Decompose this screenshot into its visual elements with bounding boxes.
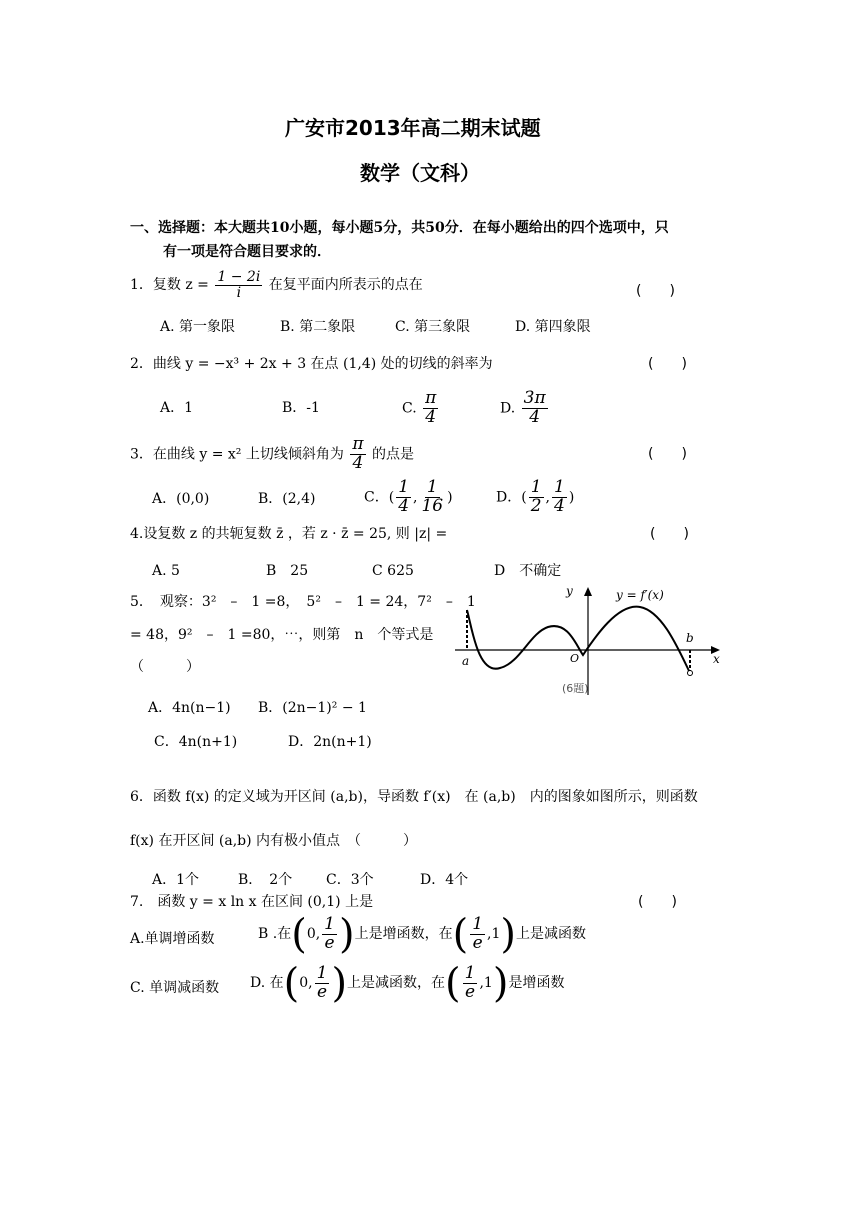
q3-c-frac2 xyxy=(419,479,445,516)
q7-b-post: 上是减函数 xyxy=(516,925,587,942)
derivative-graph xyxy=(450,583,740,703)
q7-b-int2-right: ,1 xyxy=(487,925,501,942)
q2-option-c-label: C. xyxy=(402,400,417,417)
q7-d-frac2-num: 1 xyxy=(464,963,476,983)
q3-prefix: 3．在曲线 y = x² 上切线倾斜角为 xyxy=(130,446,344,463)
q5-option-c: C．4n(n+1) xyxy=(154,734,238,750)
page-title: 广安市2013年高二期末试题 xyxy=(285,116,541,140)
q4-answer-blank[interactable]: ( ) xyxy=(650,526,689,542)
page-subtitle: 数学（文科） xyxy=(360,161,480,185)
q3-c-den1: 4 xyxy=(398,495,410,516)
q7-b-frac2 xyxy=(470,916,485,953)
q2-option-c xyxy=(402,390,440,427)
q3-d-den1: 2 xyxy=(530,495,542,516)
q7-b-int1-left: 0, xyxy=(306,925,321,942)
q7-d-frac2 xyxy=(463,965,478,1002)
q1-prefix: 1．复数 z = xyxy=(130,277,209,294)
q6-line2: f(x) 在开区间 (a,b) 内有极小值点 （ ） xyxy=(130,833,418,849)
q2-option-b: B．-1 xyxy=(282,400,320,416)
q3-option-c-label: C． xyxy=(364,489,389,506)
x-axis-label: x xyxy=(713,652,720,666)
q2-c-num: π xyxy=(425,388,437,408)
q1-option-c: C. 第三象限 xyxy=(395,319,471,335)
y-axis-label: y xyxy=(566,584,573,598)
q6-option-a: A．1个 xyxy=(152,872,200,888)
q3-c-num2: 1 xyxy=(426,477,438,497)
section-heading-line1: 一、选择题：本大题共10小题，每小题5分，共50分．在每小题给出的四个选项中，只 xyxy=(130,220,669,236)
q4-option-d: D 不确定 xyxy=(494,563,562,579)
q1-option-a: A. 第一象限 xyxy=(160,319,236,335)
q3-suffix: 的点是 xyxy=(371,446,414,463)
q1-suffix: 在复平面内所表示的点在 xyxy=(268,277,423,294)
q3-d-num2: 1 xyxy=(553,477,565,497)
b-label: b xyxy=(686,631,694,645)
q7-d-frac1-num: 1 xyxy=(316,963,328,983)
q1-option-b: B. 第二象限 xyxy=(280,319,356,335)
q2-d-num: 3π xyxy=(523,388,546,408)
q2-option-d-label: D. xyxy=(500,400,516,417)
q3-answer-blank[interactable]: ( ) xyxy=(648,446,687,462)
q5-answer-blank[interactable]: （ ） xyxy=(130,659,200,675)
q6-line1: 6．函数 f(x) 的定义域为开区间 (a,b)，导函数 f′(x) 在 (a,b) 内的图象如图所示，则函数 xyxy=(130,789,698,805)
q7-d-frac2-den: e xyxy=(465,981,476,1002)
q7-b-frac1-den: e xyxy=(324,932,335,953)
q1-option-d: D. 第四象限 xyxy=(515,319,591,335)
q2-d-den: 4 xyxy=(529,406,541,427)
q3-option-a: A．(0,0) xyxy=(152,491,210,507)
q7-b-frac2-num: 1 xyxy=(472,914,484,934)
q5-option-d: D．2n(n+1) xyxy=(288,734,372,750)
question-3 xyxy=(130,436,414,473)
q3-option-d: D．( $\frac{1}{2}$ , $\frac{1}{4}$ ) xyxy=(496,477,575,516)
q7-b-frac2-den: e xyxy=(472,932,483,953)
q7-option-c: C. 单调减函数 xyxy=(130,980,220,996)
q4-option-c: C 625 xyxy=(372,563,414,579)
y-axis-arrow xyxy=(584,587,592,596)
origin-label: O xyxy=(570,652,580,665)
q7-d-int2-right: ,1 xyxy=(479,974,493,991)
q3-d-num1: 1 xyxy=(530,477,542,497)
q1-frac-num: 1 − 2i xyxy=(217,269,261,285)
q3-c-frac1 xyxy=(396,479,411,516)
q2-option-a: A．1 xyxy=(160,400,194,416)
q3-fraction xyxy=(350,436,365,473)
q1-fraction xyxy=(215,270,262,300)
q3-option-c: C．( $\frac{1}{4}$ , $\frac{1}{16}$ ) xyxy=(364,477,453,516)
q4-option-b: B 25 xyxy=(266,563,309,579)
q7-b-frac1-num: 1 xyxy=(324,914,335,934)
q6-option-b: B． 2个 xyxy=(238,872,293,888)
q3-c-num1: 1 xyxy=(398,477,410,497)
q7-option-a: A.单调增函数 xyxy=(130,931,215,947)
q5-line2: = 48，9² – 1 =80，⋯，则第 n 个等式是 xyxy=(130,627,434,643)
q3-c-den2: 16 xyxy=(421,495,444,516)
q5-option-a: A．4n(n−1) xyxy=(148,700,231,716)
q7-option-d: D. 在(0, $\frac{1}{e}$ )上是减函数，在( $\frac{1}{e}$ ,1)是增函数 xyxy=(250,960,565,1007)
q3-frac-den: 4 xyxy=(352,452,364,473)
figure-caption: (6题) xyxy=(562,682,589,695)
q7-b-pre: B .在 xyxy=(258,925,292,942)
q3-d-den2: 4 xyxy=(553,495,565,516)
q3-option-b: B．(2,4) xyxy=(258,491,316,507)
q2-c-den: 4 xyxy=(425,406,437,427)
endpoint-b xyxy=(688,671,693,676)
q1-frac-den: i xyxy=(236,284,242,301)
q7-b-mid: 上是增函数，在 xyxy=(354,925,453,942)
q7-d-frac1-den: e xyxy=(316,981,328,1002)
q7-b-frac1 xyxy=(322,916,337,953)
q3-d-frac1 xyxy=(529,479,544,516)
q2-option-d xyxy=(500,390,550,427)
q1-answer-blank[interactable]: ( ) xyxy=(636,283,675,299)
q2-option-d-frac xyxy=(522,390,548,427)
question-1 xyxy=(130,270,423,300)
q7-d-mid: 上是减函数，在 xyxy=(347,974,446,991)
q7-d-int1-left: 0, xyxy=(299,974,313,991)
q3-frac-num: π xyxy=(352,434,364,454)
a-label: a xyxy=(462,654,470,668)
q3-option-d-label: D． xyxy=(496,489,522,506)
q6-option-d: D．4个 xyxy=(420,872,469,888)
q3-d-frac2 xyxy=(552,479,567,516)
q7-d-pre: D. 在 xyxy=(250,974,284,991)
section-heading-line2: 有一项是符合题目要求的． xyxy=(163,244,331,260)
question-7: 7. 函数 y = x ln x 在区间 (0,1) 上是 xyxy=(130,894,374,910)
q7-option-b: B .在(0, $\frac{1}{e}$ )上是增函数，在( $\frac{1}{e}$ ,1)上是减函数 xyxy=(258,911,587,958)
question-4: 4.设复数 z 的共轭复数 z̄ ，若 z · z̄ = 25, 则 |z| = xyxy=(130,526,448,542)
q4-option-a: A. 5 xyxy=(152,563,180,579)
q2-option-c-frac xyxy=(423,390,438,427)
q2-answer-blank[interactable]: ( ) xyxy=(648,356,687,372)
q7-d-frac1 xyxy=(315,965,330,1002)
q6-option-c: C．3个 xyxy=(326,872,374,888)
q5-option-b: B．(2n−1)² − 1 xyxy=(258,700,367,716)
question-2: 2．曲线 y = −x³ + 2x + 3 在点 (1,4) 处的切线的斜率为 xyxy=(130,356,493,372)
q7-answer-blank[interactable]: ( ) xyxy=(638,894,677,910)
q7-d-post: 是增函数 xyxy=(508,974,565,991)
q5-line1: 5． 观察：3² – 1 =8， 5² – 1 = 24，7² – 1 xyxy=(130,594,476,610)
function-label: y = f′(x) xyxy=(616,588,664,602)
